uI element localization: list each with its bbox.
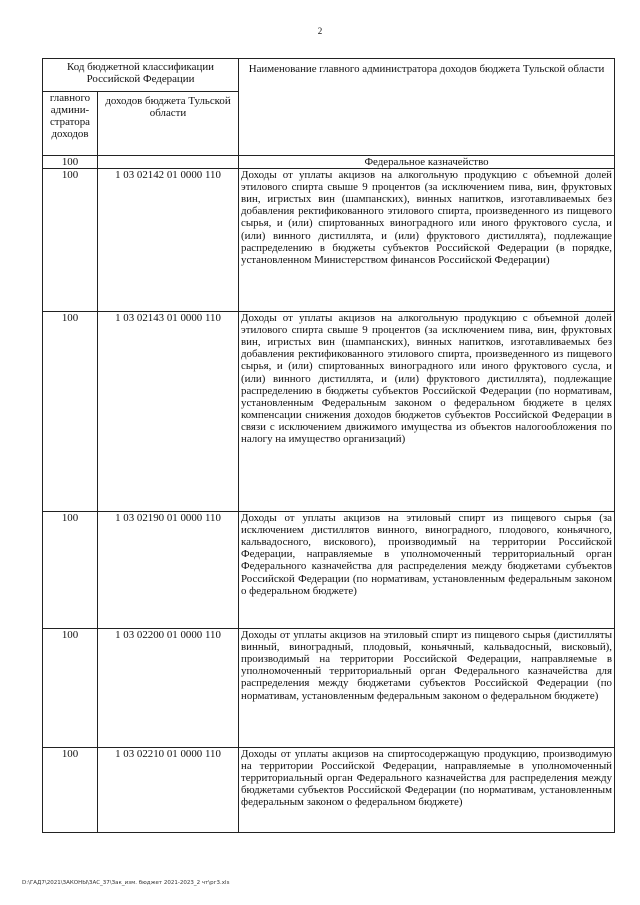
row-income-name: Доходы от уплаты акцизов на алкогольную продукцию с объемной долей этилового спирта свыше 9 процентов (за исключением пива, вин, фруктовых вин, игристых вин (шампанских), винных напитков, изготавливаемых без добавления ректификованного этилового спирта, произведенного из пищевого сырья, и (или) спиртованных виноградного или иного фруктового сусла, и (или) винного дистиллята, и (или) фруктового дистиллята), подлежащие распределению в бюджеты субъектов Российской Федерации (в порядке, установленном Министерством финансов Российской Федерации) [239, 169, 615, 312]
row-admin-code: 100 [43, 512, 98, 629]
header-code-group: Код бюджетной классификации Российской Федерации [43, 59, 239, 92]
row-income-code: 1 03 02210 01 0000 110 [98, 748, 239, 833]
row-income-name: Доходы от уплаты акцизов на спиртосодержащую продукцию, производимую на территории Российской Федерации, направляемые в уполномоченный территориальный орган Федерального казначейства для распределения между бюджетами субъектов Российской Федерации (по нормативам, установленным федеральным законом о федеральном бюджете) [239, 748, 615, 833]
section-row [43, 156, 615, 169]
table-row [43, 748, 615, 833]
page-number: 2 [317, 26, 323, 36]
row-income-name: Доходы от уплаты акцизов на алкогольную продукцию с объемной долей этилового спирта свыше 9 процентов (за исключением пива, вин, фруктовых вин, игристых вин (шампанских), винных напитков, изготавливаемых без добавления ректификованного этилового спирта, произведенного из пищевого сырья, и (или) спиртованных виноградного или иного фруктового сусла, и (или) винного дистиллята, и (или) фруктового дистиллята), подлежащие распределению в бюджеты субъектов Российской Федерации (по нормативам, установленным Федеральным законом о федеральном бюджете в целях компенсации снижения доходов бюджетов субъектов Российской Федерации в связи с исключением движимого имущества из объектов налогообложения по налогу на имущество организаций) [239, 312, 615, 512]
header-admin-code: главного админи-стратора доходов [43, 92, 98, 156]
table-row [43, 169, 615, 312]
header-income-code: доходов бюджета Тульской области [98, 92, 239, 156]
section-admin-code: 100 [43, 156, 98, 169]
row-income-name: Доходы от уплаты акцизов на этиловый спирт из пищевого сырья (за исключением дистиллятов винного, виноградного, плодового, коньячного, кальвадосного, вискового), производимый на территории Российской Федерации, направляемые в уполномоченный территориальный орган Федерального казначейства для распределения между бюджетами субъектов Российской Федерации (по нормативам, установленным федеральным законом о федеральном бюджете) [239, 512, 615, 629]
row-income-code: 1 03 02143 01 0000 110 [98, 312, 239, 512]
row-income-code: 1 03 02142 01 0000 110 [98, 169, 239, 312]
row-income-code: 1 03 02200 01 0000 110 [98, 629, 239, 748]
row-income-name: Доходы от уплаты акцизов на этиловый спирт из пищевого сырья (дистилляты винный, виноградный, плодовый, коньячный, кальвадосный, висковый), производимый на территории Российской Федерации, направляемые в уполномоченный территориальный орган Федерального казначейства для распределения между бюджетами субъектов Российской Федерации (по нормативам, установленным федеральным законом о федеральном бюджете) [239, 629, 615, 748]
row-admin-code: 100 [43, 629, 98, 748]
row-admin-code: 100 [43, 748, 98, 833]
table-row [43, 629, 615, 748]
table-row [43, 512, 615, 629]
file-path-footer: D:\ГАД7\2021\ЗАКОНЫ\ЗАС_37\Зак_изм. бюджет 2021-2023_2 чт\рг3.xls [22, 880, 230, 886]
section-empty-cell [98, 156, 239, 169]
header-administrator-name: Наименование главного администратора доходов бюджета Тульской области [239, 59, 615, 156]
row-income-code: 1 03 02190 01 0000 110 [98, 512, 239, 629]
budget-classification-table [42, 58, 615, 833]
row-admin-code: 100 [43, 169, 98, 312]
section-title: Федеральное казначейство [239, 156, 615, 169]
row-admin-code: 100 [43, 312, 98, 512]
table-row [43, 312, 615, 512]
header-row-top [43, 59, 615, 92]
